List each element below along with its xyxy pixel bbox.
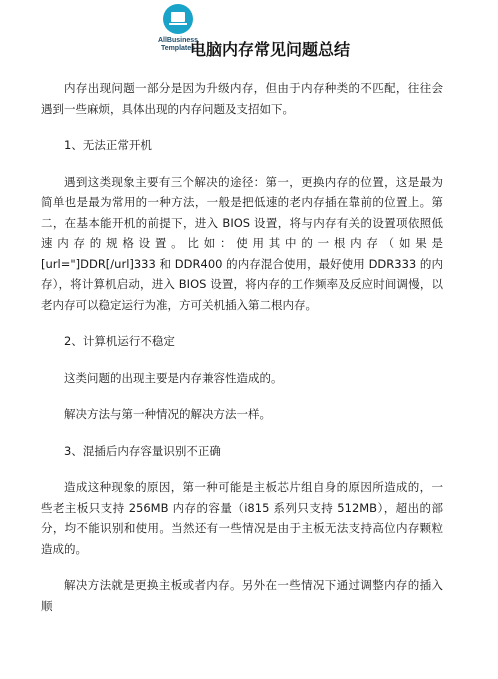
paragraph-section-2b: 解决方法与第一种情况的解决方法一样。 [64, 407, 271, 421]
paragraph-intro: 内存出现问题一部分是因为升级内存，但由于内存种类的不匹配，往往会遇到一些麻烦，具体出现的内存问题及支招如下。 [41, 81, 443, 116]
section-heading-1: 1、无法正常开机 [64, 138, 152, 152]
laptop-icon [163, 4, 193, 34]
document-title: 电脑内存常见问题总结 [190, 40, 351, 59]
document-body [41, 78, 443, 632]
section-heading-3: 3、混插后内存容量识别不正确 [64, 443, 221, 458]
paragraph-section-3b: 解决方法就是更换主板或者内存。另外在一些情况下通过调整内存的插入顺 [41, 578, 443, 613]
logo-line-2: Templates [160, 45, 196, 52]
paragraph-section-2a: 这类问题的出现主要是内存兼容性造成的。 [64, 370, 283, 385]
logo-line-1: AllBusiness [157, 37, 199, 44]
section-heading-2: 2、计算机运行不稳定 [64, 334, 175, 348]
paragraph-section-3a: 造成这种现象的原因，第一种可能是主板芯片组自身的原因所造成的，一些老主板只支持 256MB 内存的容量（i815 系列只支持 512MB），超出的部分，均不能识别和使用。当然还有一些情况是由于主板无法支持高位内存颗粒造成的。 [41, 480, 443, 556]
paragraph-section-1: 遇到这类现象主要有三个解决的途径：第一，更换内存的位置，这是最为简单也是最为常用的一种方法，一般是把低速的老内存插在靠前的位置上。第二，在基本能开机的前提下，进入 BIOS 设置，将与内存有关的设置项依照低速内存的规格设置。比如：使用其中的一根内存（如果是[url="]DDR[/url]333 和 DDR400 的内存混合使用，最好使用 DDR333 的内存），将计算机启动，进入 BIOS 设置，将内存的工作频率及反应时间调慢，以老内存可以稳定运行为准，方可关机插入第二根内存。 [41, 174, 443, 312]
